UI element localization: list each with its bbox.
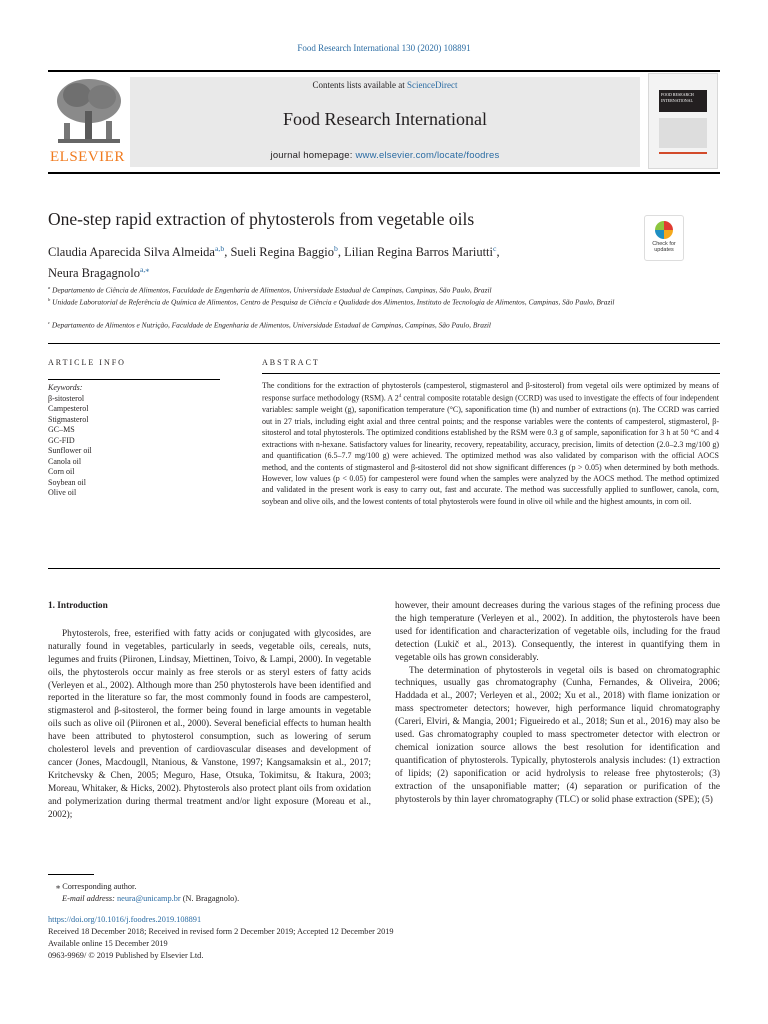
homepage-link[interactable]: www.elsevier.com/locate/foodres [355,150,500,161]
keywords-label: Keywords: [48,383,83,392]
homepage-prefix: journal homepage: [270,150,356,161]
affiliation-text: Unidade Laboratorial de Referência de Química de Alimentos, Centro de Pesquisa de Ciência e Qualidade dos Alimentos, Instituto de Tecnologia de Alimentos, Campinas, São Paulo, Brazil [52,297,615,307]
affiliation-text: Departamento de Alimentos e Nutrição, Faculdade de Engenharia de Alimentos, Universidade Estadual de Campinas, Campinas, São Paulo, Brazil [51,320,491,330]
header-top-rule [48,70,720,72]
keyword: Campesterol [48,404,89,413]
author-name[interactable]: Claudia Aparecida Silva Almeida [48,245,215,260]
header-bottom-rule [48,172,720,174]
elsevier-tree-logo [52,75,126,147]
abstract-heading: ABSTRACT [262,358,320,367]
abstract-superscript: 4 [398,394,402,400]
sciencedirect-link[interactable]: ScienceDirect [407,80,458,90]
doi-link[interactable]: https://doi.org/10.1016/j.foodres.2019.108891 [48,915,202,924]
affiliation-text: Departamento de Ciência de Alimentos, Faculdade de Engenharia de Alimentos, Universidade Estadual de Campinas, Campinas, São Paulo, Brazil [52,285,492,295]
elsevier-wordmark: ELSEVIER [50,149,125,165]
author-separator: , [496,245,500,260]
affiliation-mark: c [48,320,51,325]
keyword: Stigmasterol [48,414,89,424]
abstract-part-2: central composite rotatable design (CCRD) was used to investigate the effects of four independent variables: sample weight (g), saponification temperature (°C), saponification time (h) and number of extractions (n). The CCRD was carried out in 27 trials, including eight axial and three central points; and the response variables were the contents of campesterol, stigmasterol, β-sitosterol and total phytosterols. The optimized conditions established by the RSM were 0.3 g of sample, saponification for 3 h at 50 °C and 4 extractions with n-hexane. Satisfactory values for linearity, recovery, repeatability, accuracy, precision, limits of detection (2.0–2.3 mg/100 g) and quantification (6.5–7.7 mg/100 g) were achieved. The optimized method was also validated by comparison with the official AOCS method, and the contents of stigmasterol and β-sitosterol did not show significant differences (p > 0.05) when determined by both methods. However, low values (p < 0.05) for campesterol were found when the samples were analyzed by the AOCS method. The method optimized and validated in the present work is easy to carry out, fast and accurate. The method was successfully applied to sunflower, canola, corn, soybean and olive oils, and the lowest contents of total phytosterols were found in olive oil while and the highest amounts, in corn oil. [262,394,719,506]
author-list [48,240,608,282]
cover-stripe [659,152,707,154]
author-name[interactable]: Sueli Regina Baggio [230,245,334,260]
article-info-rule [48,379,220,380]
article-title: One-step rapid extraction of phytosterols from vegetable oils [48,209,475,229]
check-for-updates-badge[interactable] [644,215,684,261]
cover-image [659,118,707,148]
author-affiliation-mark[interactable]: b [333,244,338,253]
body-paragraph: The determination of phytosterols in vegetal oils is based on chromatographic techniques, usually gas chromatography (Cunha, Fernandes, & Oliveira, 2006; Haddada et al., 2007; Verleyen et al., 2002; Xu et al., 2018) with flame ionization or mass spectrometer detectors; however, high performance liquid chromatography (Careri, Elviri, & Mangia, 2001; Figueiredo et al., 2018; Sun et al., 2016) may also be used. Gas chromatography coupled to mass spectrometer detector with electron or chemical ionization source allows the best resolution for identification and quantification of phytosterols. Typically, phytosterols analysis includes: (1) extraction of lipids; (2) saponification or acid hydrolysis to release free phytosterols; (3) extraction of the unsaponifiable matter; (4) separation or purification of the phytosterols by thin layer chromatography (TLC) or solid phase extraction (SPE); (5) [395,665,720,805]
homepage-line [130,150,640,161]
author-affiliation-mark[interactable]: a,⁎ [139,265,150,275]
journal-reference[interactable]: Food Research International 130 (2020) 108891 [297,43,471,53]
body-paragraph: Phytosterols, free, esterified with fatty acids or conjugated with glycosides, are naturally found in vegetables, particularly in seeds, vegetable oils, cereals, nuts, legumes and fruits (Piironen, Lindsay, Miettinen, Toivo, & Lampi, 2000). In vegetable oils, the phytosterols occur mainly as free sterols or as steryl esters of fatty acids (Verleyen et al., 2002). Although more than 250 phytosterols have been identified and reported in the literature so far, the most commonly found in foods are campesterol, stigmasterol and β-sitosterol, the former being found in large amounts in vegetable oils such as olive oil (Piironen et al., 2000). Several beneficial effects to human health have been attributed to phytosterol consumption, such as lowering of serum cholesterol levels and prevention of cardiovascular diseases and development of cancer (Jones, Macdougll, Ntanious, & Vanstone, 1997; Kangsamaksin et al., 2017; Kritchevsky & Chen, 2005; Meguro, Hase, Otsuka, Tokimitsu, & Itakura, 2003; Moreau, Whitaker, & Hicks, 2002). Phytosterols also protect plant oils from oxidation and polymerization during thermal treatment and/or light exposure (Moreau et al., 2002); [48,628,371,820]
abstract-text [262,380,719,507]
author-name[interactable]: Lilian Regina Barros Mariutti [344,245,494,260]
left-body-column [48,600,371,822]
abstract-bottom-rule [48,568,720,569]
body-paragraph: however, their amount decreases during the various stages of the refining process due the high temperature (Verleyen et al., 2002). In addition, the phytosterols have been used for identification and characterization of vegetable oils, including for the fraud detection (Lukič et al., 2013). Consequently, the interest in quantifying them in vegetable oils has grown considerably. [395,601,720,663]
crossmark-icon [655,221,673,239]
available-online: Available online 15 December 2019 [48,939,168,948]
author-affiliation-mark[interactable]: a,b [214,244,225,253]
email-line [62,893,239,904]
right-body-column [395,600,720,807]
cover-title: FOOD RESEARCH INTERNATIONAL [659,90,707,112]
keyword: Olive oil [48,488,77,497]
journal-title: Food Research International [283,109,487,129]
corresponding-author-note: ⁎ Corresponding author. [56,882,137,891]
journal-cover-thumbnail [648,73,718,169]
author-separator: , [337,245,345,260]
email-label: E-mail address: [62,894,117,903]
copyright: 0963-9969/ © 2019 Published by Elsevier Ltd. [48,951,204,960]
keyword: GC–MS [48,425,75,434]
keyword: Corn oil [48,467,75,476]
keyword: β-sitosterol [48,393,85,403]
affiliation-c [48,317,648,330]
keyword: Sunflower oil [48,446,92,455]
email-suffix: (N. Bragagnolo). [180,894,240,903]
received-dates: Received 18 December 2018; Received in revised form 2 December 2019; Accepted 12 December 2019 [48,927,394,936]
affiliation-mark: a [48,285,51,290]
email-link[interactable]: neura@unicamp.br [117,894,181,903]
affiliation-b [48,294,638,307]
affiliation-mark: b [48,297,51,302]
author-affiliation-mark[interactable]: c [493,244,497,253]
contents-line [130,80,640,90]
keyword: Soybean oil [48,477,86,487]
author-name[interactable]: Neura Bragagnolo [48,266,140,281]
badge-label: Check for updates [652,241,676,253]
author-separator: , [224,245,231,260]
affiliations-rule [48,343,720,344]
abstract-rule [262,373,720,374]
keyword: Canola oil [48,456,82,466]
keyword: GC-FID [48,435,75,445]
section-heading: 1. Introduction [48,601,108,611]
article-info-heading: ARTICLE INFO [48,358,126,367]
abstract-part-1: The conditions for the extraction of phytosterols (campesterol, stigmasterol and β-sitosterol) from vegetal oils were optimized by means of response surface methodology (RSM). A 2 [262,381,719,404]
footnote-rule [48,874,94,875]
keywords-block [48,383,92,499]
contents-prefix: Contents lists available at [312,80,407,90]
